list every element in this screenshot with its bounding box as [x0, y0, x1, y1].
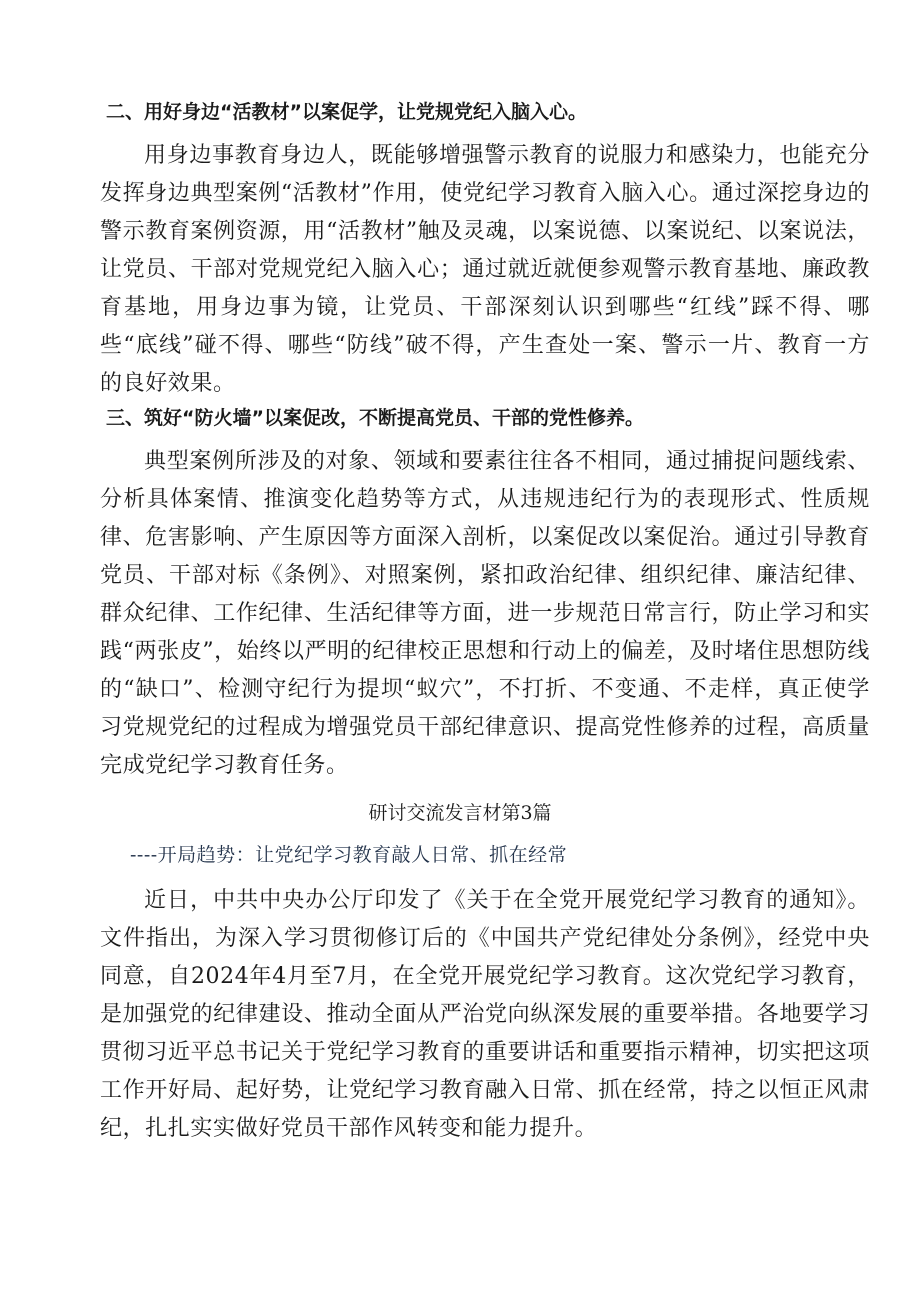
section-2-heading: 二、用好身边“活教材”以案促学，让党规党纪入脑入心。	[106, 101, 587, 123]
section-3-paragraph: 典型案例所涉及的对象、领域和要素往往各不相同，通过捕捉问题线索、分析具体案情、推演变化趋势等方式，从违规违纪行为的表现形式、性质规律、危害影响、产生原因等方面深入剖析，以案促改以案促治。通过引导教育党员、干部对标《条例》、对照案例，紧扣政治纪律、组织纪律、廉洁纪律、群众纪律、工作纪律、生活纪律等方面，进一步规范日常言行，防止学习和实践“两张皮”，始终以严明的纪律校正思想和行动上的偏差，及时堵住思想防线的“缺口”、检测守纪行为提坝“蚁穴”，不打折、不变通、不走样，真正使学习党规党纪的过程成为增强党员干部纪律意识、提高党性修养的过程，高质量完成党纪学习教育任务。	[100, 449, 870, 778]
section-2-paragraph: 用身边事教育身边人，既能够增强警示教育的说服力和感染力，也能充分发挥身边典型案例“活教材”作用，使党纪学习教育入脑入心。通过深挖身边的警示教育案例资源，用“活教材”触及灵魂，以案说德、以案说纪、以案说法，让党员、干部对党规党纪入脑入心；通过就近就便参观警示教育基地、廉政教育基地，用身边事为镜，让党员、干部深刻认识到哪些“红线”踩不得、哪些“底线”碰不得、哪些“防线”破不得，产生查处一案、警示一片、教育一方的良好效果。	[100, 143, 870, 396]
article-3-paragraph: 近日，中共中央办公厅印发了《关于在全党开展党纪学习教育的通知》。文件指出，为深入学习贯彻修订后的《中国共产党纪律处分条例》，经党中央同意，自2024年4月至7月，在全党开展党纪学习教育。这次党纪学习教育，是加强党的纪律建设、推动全面从严治党向纵深发展的重要举措。各地要学习贯彻习近平总书记关于党纪学习教育的重要讲话和重要指示精神，切实把这项工作开好局、起好势，让党纪学习教育融入日常、抓在经常，持之以恒正风肃纪，扎扎实实做好党员干部作风转变和能力提升。	[100, 888, 870, 1141]
article-3-lead: ----开局趋势：让党纪学习教育敲人日常、抓在经常	[130, 844, 568, 866]
article-3-title: 研讨交流发言材第3篇	[368, 802, 552, 824]
section-3-heading: 三、筑好“防火墙”以案促改，不断提高党员、干部的党性修养。	[106, 407, 644, 429]
